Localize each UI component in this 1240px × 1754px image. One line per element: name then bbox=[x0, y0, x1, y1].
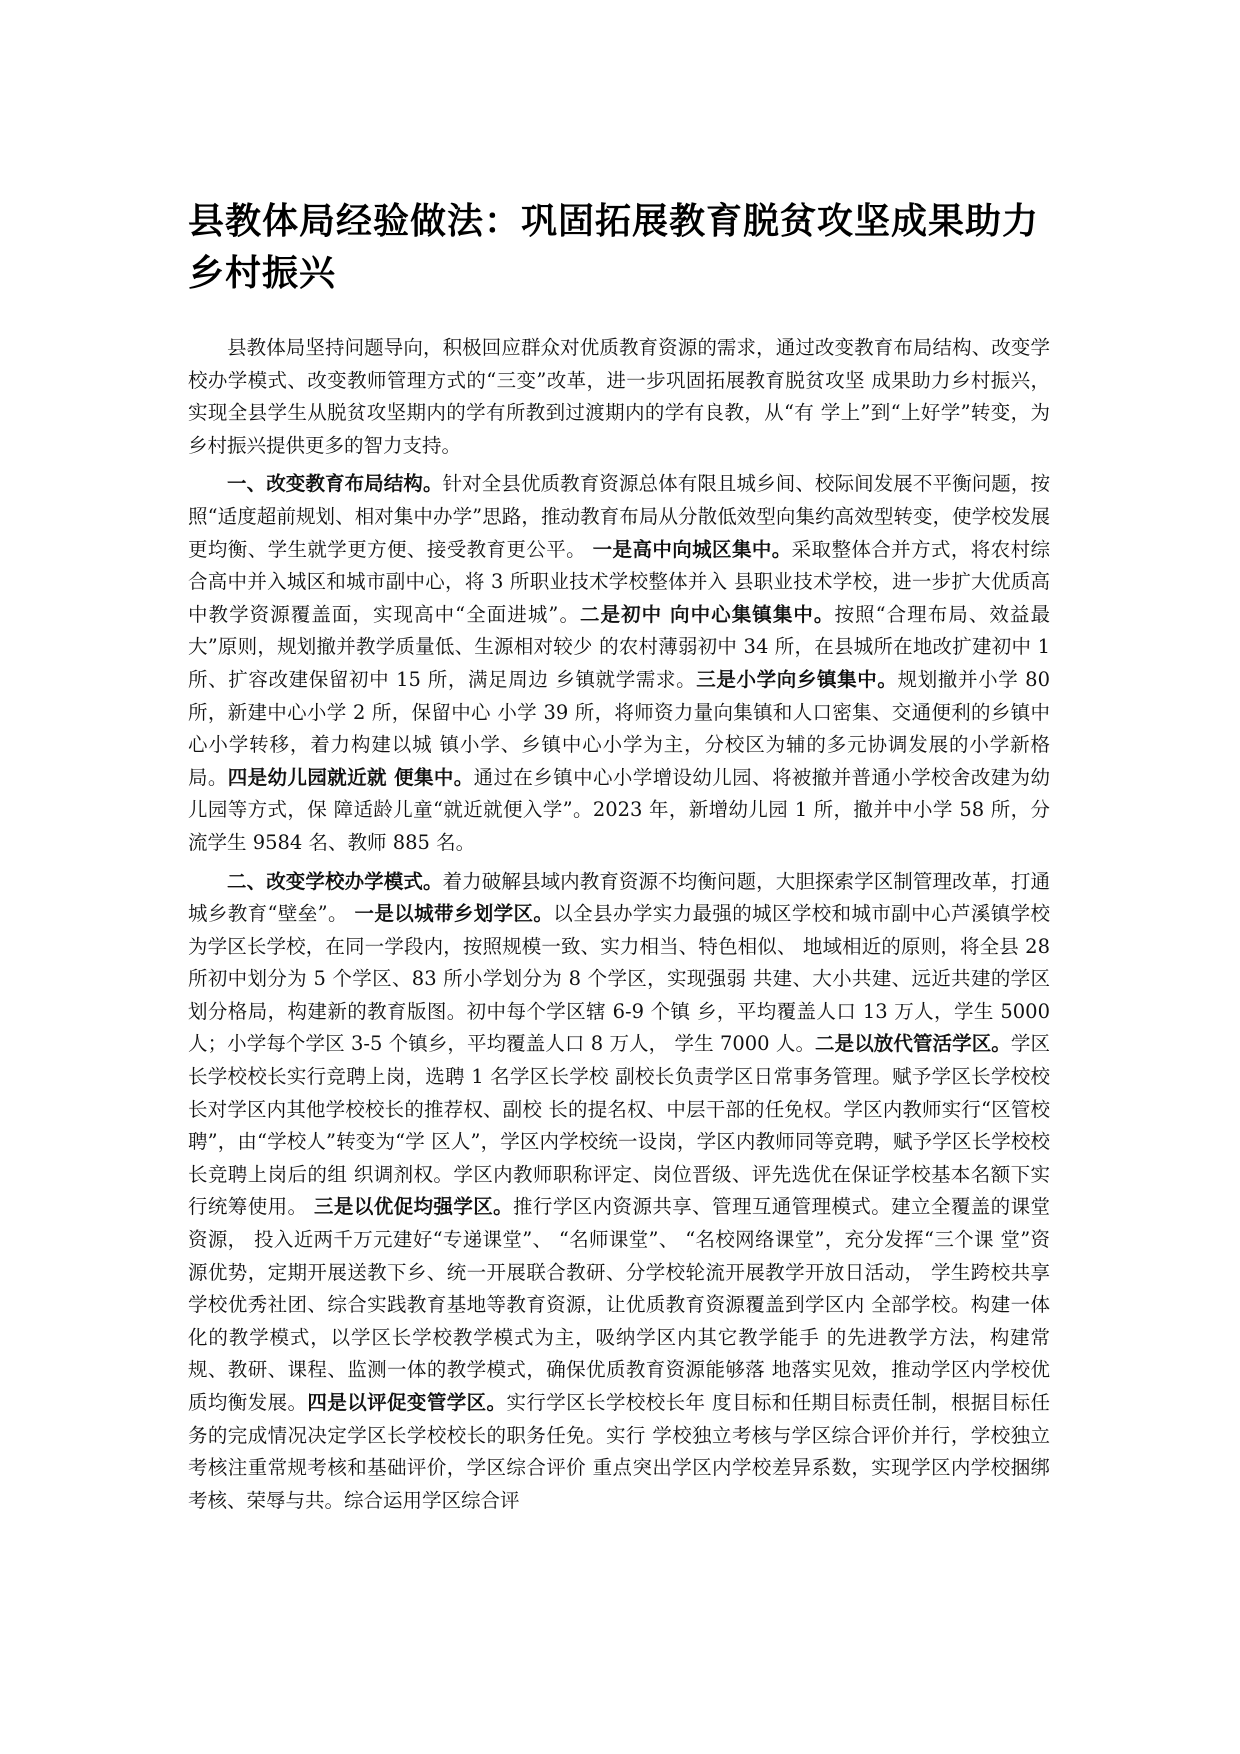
section-2-heading: 二、改变学校办学模式。 bbox=[227, 869, 443, 893]
section-2-text-5: 实行学区长学校校长年 度目标和任期目标责任制，根据目标任务的完成情况决定学区长学校校长的职务任免。实行 学校独立考核与学区综合评价并行，学校独立考核注重常规考核和基础评价，学区综合评价 重点突出学区内学校差异系数，实现学区内学校捆绑考核、荣辱与共。综合运用学区综合评 bbox=[188, 1391, 1050, 1512]
section-1-text-1: 针对全县优质教育资源总体有限且城乡间、校际间发展不平衡问题，按照“适度超前规划、相对集中办学”思路，推动教育布局从分散低效型向集约高效型转变，使学校发展更均衡、学生就学更方便、接受教育更公平。 bbox=[188, 472, 1050, 561]
section-2-text-4: 推行学区内资源共享、管理互通管理模式。建立全覆盖的课堂资源， 投入近两千万元建好“专递课堂”、 “名师课堂”、 “名校网络课堂”，充分发挥“三个课 堂”资源优势，定期开展送教下乡、统一开展联合教研、分学校轮流开展教学开放日活动， 学生跨校共享学校优秀社团、综合实践教育基地等教育资源，让优质教育资源覆盖到学区内 全部学校。构建一体化的教学模式，以学区长学校教学模式为主，吸纳学区内其它教学能手 的先进教学方法，构建常规、教研、课程、监测一体的教学模式，确保优质教育资源能够落 地落实见效，推动学区内学校优质均衡发展。 bbox=[188, 1195, 1050, 1414]
section-1-text-3: 按照“合理布局、效益最大”原则，规划撤并教学质量低、生源相对较少 的农村薄弱初中 34 所，在县城所在地改扩建初中 1 所、扩容改建保留初中 15 所，满足周边 乡镇就学需求。 bbox=[188, 602, 1050, 691]
section-2-text-2: 以全县办学实力最强的城区学校和城市副中心芦溪镇学校为学区长学校，在同一学段内，按照规模一致、实力相当、特色相似、 地域相近的原则，将全县 28 所初中划分为 5 个学区、83 所小学划分为 8 个学区，实现强弱 共建、大小共建、远近共建的学区划分格局，构建新的教育版图。初中每个学区辖 6-9 个镇 乡，平均覆盖人口 13 万人，学生 5000 人；小学每个学区 3-5 个镇乡，平均覆盖人口 8 万人， 学生 7000 人。 bbox=[188, 902, 1050, 1056]
section-1-text-5: 通过在乡镇中心小学增设幼儿园、将被撤并普通小学校舍改建为幼儿园等方式，保 障适龄儿童“就近就便入学”。2023 年，新增幼儿园 1 所，撤并中小学 58 所，分流学生 9584 名、教师 885 名。 bbox=[188, 765, 1050, 854]
section-2-text-3: 学区长学校校长实行竞聘上岗，选聘 1 名学区长学校 副校长负责学区日常事务管理。赋予学区长学校校长对学区内其他学校校长的推荐权、副校 长的提名权、中层干部的任免权。学区内教师实行“区管校聘”，由“学校人”转变为“学 区人”，学区内学校统一设岗，学区内教师同等竞聘，赋予学区长学校校长竞聘上岗后的组 织调剂权。学区内教师职称评定、岗位晋级、评先选优在保证学校基本名额下实行统筹使用。 bbox=[188, 1032, 1050, 1219]
section-1-point-1: 一是高中向城区集中。 bbox=[592, 537, 792, 561]
section-1-point-4: 四是幼儿园就近就 便集中。 bbox=[227, 765, 474, 789]
section-1-paragraph bbox=[188, 468, 1050, 859]
section-2-point-4: 四是以评促变管学区。 bbox=[307, 1391, 507, 1414]
section-2-text-1: 着力破解县域内教育资源不均衡问题，大胆探索学区制管理改革，打通城乡教育“壁垒”。 bbox=[188, 869, 1050, 926]
section-1-text-2: 采取整体合并方式，将农村综合高中并入城区和城市副中心，将 3 所职业技术学校整体并入 县职业技术学校，进一步扩大优质高中教学资源覆盖面，实现高中“全面进城”。 bbox=[188, 537, 1050, 626]
section-1-text-4: 规划撤并小学 80 所，新建中心小学 2 所，保留中心 小学 39 所，将师资力量向集镇和人口密集、交通便利的乡镇中心小学转移，着力构建以城 镇小学、乡镇中心小学为主，分校区为辅的多元协调发展的小学新格局。 bbox=[188, 667, 1050, 789]
document-page bbox=[188, 196, 1050, 1523]
section-2-point-2: 二是以放代管活学区。 bbox=[815, 1032, 1011, 1056]
section-1-point-2: 二是初中 向中心集镇集中。 bbox=[580, 602, 835, 626]
section-1-point-3: 三是小学向乡镇集中。 bbox=[696, 667, 898, 691]
document-title: 县教体局经验做法：巩固拓展教育脱贫攻坚成果助力乡村振兴 bbox=[188, 201, 1040, 294]
section-1-heading: 一、改变教育布局结构。 bbox=[227, 472, 443, 496]
section-2-point-3: 三是以优促均强学区。 bbox=[314, 1195, 514, 1219]
section-2-paragraph bbox=[188, 866, 1050, 1518]
intro-paragraph: 县教体局坚持问题导向，积极回应群众对优质教育资源的需求，通过改变教育布局结构、改变学校办学模式、改变教师管理方式的“三变”改革，进一步巩固拓展教育脱贫攻坚 成果助力乡村振兴，实现全县学生从脱贫攻坚期内的学有所教到过渡期内的学有良教，从“有 学上”到“上好学”转变，为乡村振兴提供更多的智力支持。 bbox=[188, 336, 1050, 457]
section-2-point-1: 一是以城带乡划学区。 bbox=[354, 902, 554, 926]
